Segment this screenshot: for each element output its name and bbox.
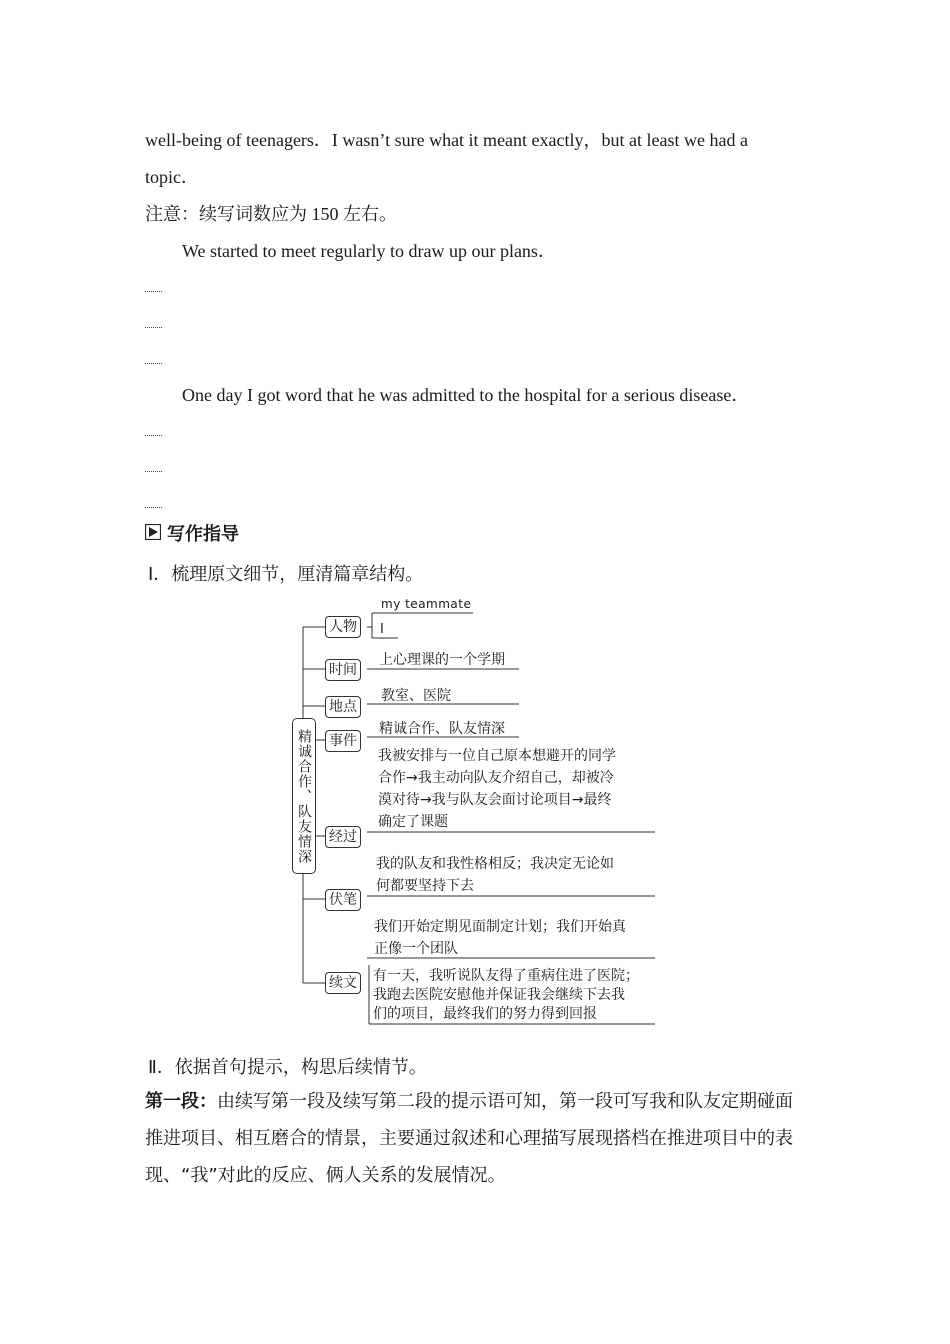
node-continuation: 续文 bbox=[325, 972, 361, 994]
paragraph-label: 第一段： bbox=[145, 1091, 217, 1112]
node-place: 地点 bbox=[325, 696, 361, 718]
node-time: 时间 bbox=[325, 659, 361, 681]
process-line: 确定了课题 bbox=[378, 814, 448, 830]
place-text: 教室、医院 bbox=[381, 688, 451, 704]
process-line: 我被安排与一位自己原本想避开的同学 bbox=[378, 748, 616, 764]
paragraph-text: 由续写第一段及续写第二段的提示语可知，第一段可写我和队友定期碰面推进项目、相互磨合的情景，主要通过叙述和心理描写展现搭档在推进项目中的表现、“我”对此的反应、俩人关系的发展情况。 bbox=[145, 1091, 793, 1186]
foreshadow-line: 我的队友和我性格相反；我决定无论如 bbox=[376, 856, 614, 872]
continuation-line: 我们开始定期见面制定计划；我们开始真 bbox=[374, 919, 626, 935]
node-process: 经过 bbox=[325, 826, 361, 848]
continuation-line: 有一天，我听说队友得了重病住进了医院； bbox=[373, 968, 639, 984]
node-event: 事件 bbox=[325, 730, 361, 752]
prompt-paragraph-2: One day I got word that he was admitted to the hospital for a serious disease． bbox=[182, 385, 750, 405]
story-line-1: well-being of teenagers．I wasn’t sure what it meant exactly，but at least we had a bbox=[145, 130, 748, 150]
paragraph-one-guidance bbox=[145, 1083, 807, 1194]
foreshadow-line: 何都要坚持下去 bbox=[376, 878, 474, 894]
time-text: 上心理课的一个学期 bbox=[379, 652, 505, 668]
continuation-line: 们的项目，最终我们的努力得到回报 bbox=[373, 1006, 597, 1022]
people-me: I bbox=[380, 622, 384, 637]
diagram-root: 精诚合作、队友情深 bbox=[292, 718, 316, 874]
continuation-line: 正像一个团队 bbox=[374, 941, 458, 957]
event-text: 精诚合作、队友情深 bbox=[379, 721, 505, 737]
prompt-paragraph-1: We started to meet regularly to draw up our plans． bbox=[182, 241, 556, 261]
process-line: 漠对待→我与队友会面讨论项目→最终 bbox=[378, 792, 612, 808]
section-2-title: Ⅱ．依据首句提示，构思后续情节。 bbox=[148, 1057, 427, 1078]
node-people: 人物 bbox=[325, 616, 361, 638]
story-line-2: topic． bbox=[145, 167, 199, 187]
guide-heading: 写作指导 bbox=[167, 524, 239, 545]
people-teammate: my teammate bbox=[381, 597, 472, 611]
node-foreshadow: 伏笔 bbox=[325, 889, 361, 911]
continuation-line: 我跑去医院安慰他并保证我会继续下去我 bbox=[373, 987, 625, 1003]
word-count-note: 注意：续写词数应为 150 左右。 bbox=[145, 204, 397, 224]
section-1-title: Ⅰ．梳理原文细节，厘清篇章结构。 bbox=[148, 564, 424, 585]
process-line: 合作→我主动向队友介绍自己，却被冷 bbox=[378, 770, 614, 786]
